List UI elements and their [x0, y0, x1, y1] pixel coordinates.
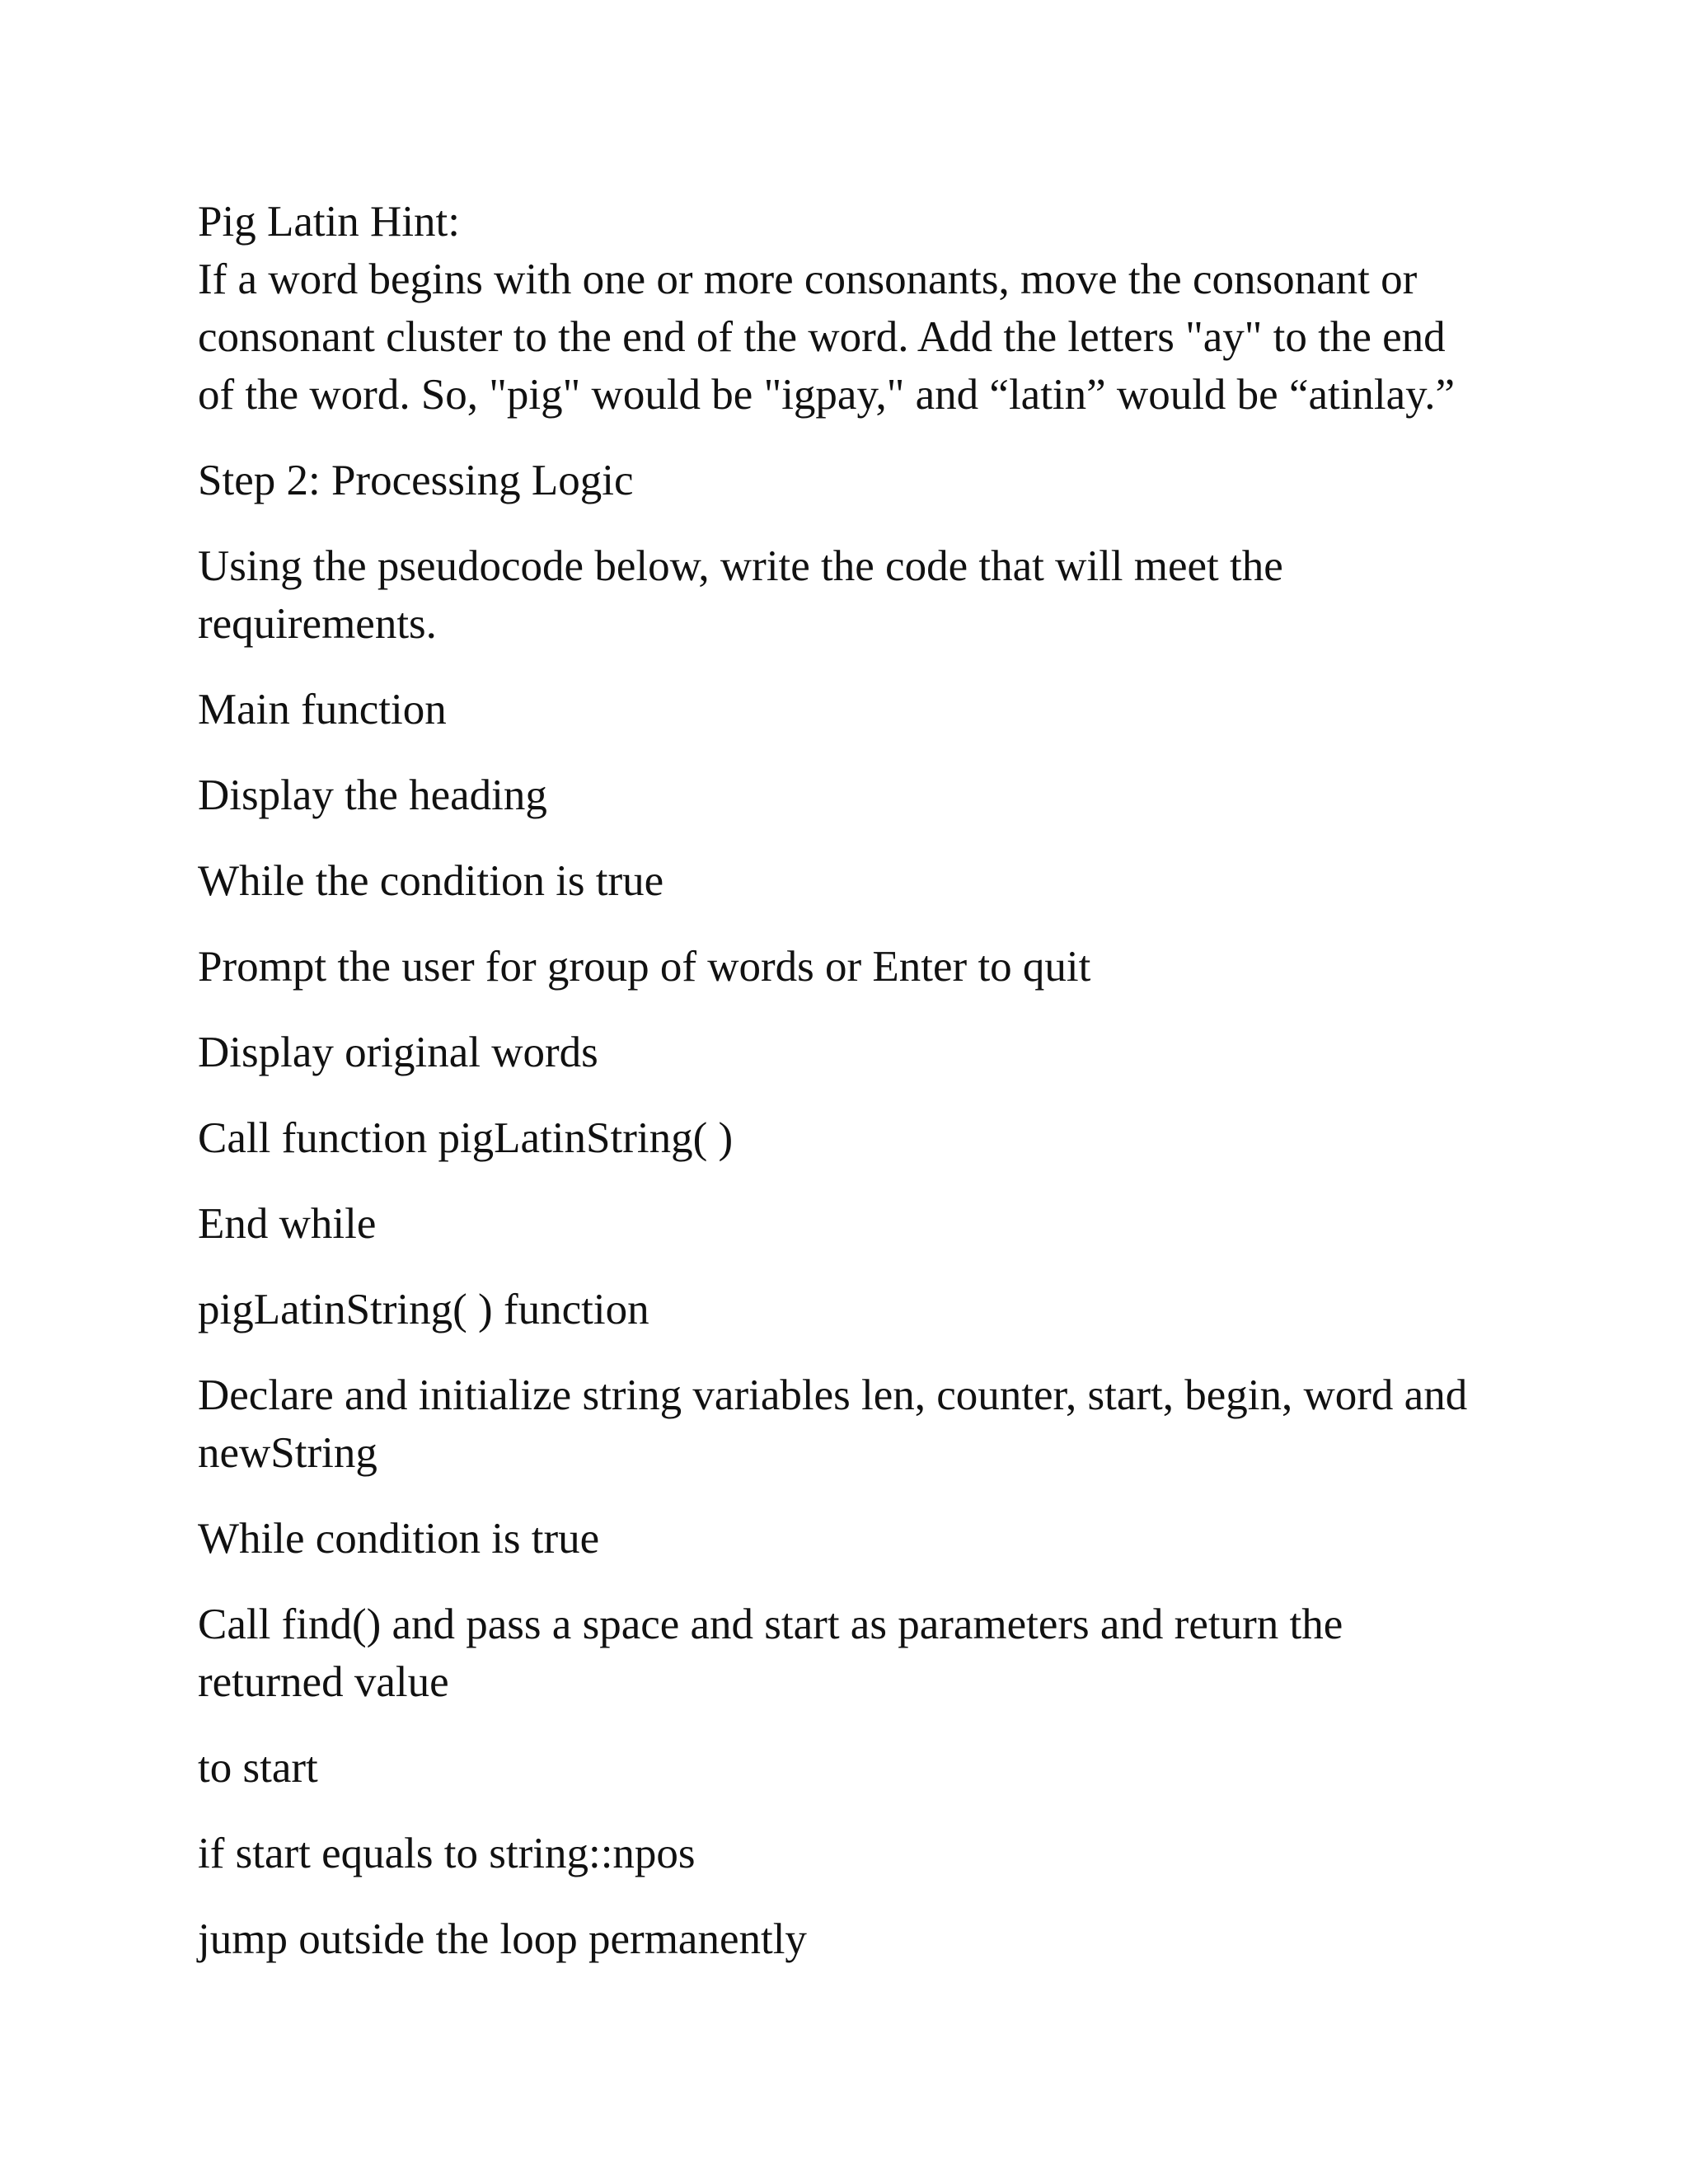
intro-paragraph: [198, 537, 1517, 653]
pseudocode-line: if start equals to string::npos: [198, 1830, 696, 1877]
hint-line: If a word begins with one or more consonants, move the consonant or: [198, 255, 1418, 303]
pseudocode-line: jump outside the loop permanently: [198, 1915, 807, 1963]
find-paragraph: [198, 1596, 1517, 1711]
intro-line: Using the pseudocode below, write the code that will meet the: [198, 542, 1283, 590]
declare-paragraph: [198, 1366, 1517, 1482]
pseudocode-line: Prompt the user for group of words or Enter to quit: [198, 943, 1091, 991]
hint-line: of the word. So, "pig" would be "igpay," and “latin” would be “atinlay.”: [198, 371, 1456, 419]
hint-line: consonant cluster to the end of the word. Add the letters "ay" to the end: [198, 313, 1446, 361]
hint-paragraph: [198, 251, 1517, 424]
pseudocode-line: While the condition is true: [198, 857, 664, 905]
pseudocode-line: to start: [198, 1744, 318, 1792]
find-line: Call find() and pass a space and start as parameters and return the: [198, 1601, 1343, 1648]
declare-line: newString: [198, 1429, 377, 1477]
pseudocode-line: Display original words: [198, 1029, 598, 1076]
hint-heading: Pig Latin Hint:: [198, 198, 460, 246]
intro-line: requirements.: [198, 600, 437, 648]
while-condition-line: While condition is true: [198, 1515, 600, 1563]
pseudocode-line: Display the heading: [198, 771, 547, 819]
declare-line: Declare and initialize string variables len, counter, start, begin, word and: [198, 1371, 1468, 1419]
step-title: Step 2: Processing Logic: [198, 457, 634, 504]
find-line: returned value: [198, 1658, 449, 1706]
document-body: [198, 193, 1517, 1996]
pseudocode-line: Main function: [198, 686, 447, 733]
pseudocode-line: pigLatinString( ) function: [198, 1286, 649, 1333]
pseudocode-line: Call function pigLatinString( ): [198, 1114, 734, 1162]
pseudocode-line: End while: [198, 1200, 377, 1248]
